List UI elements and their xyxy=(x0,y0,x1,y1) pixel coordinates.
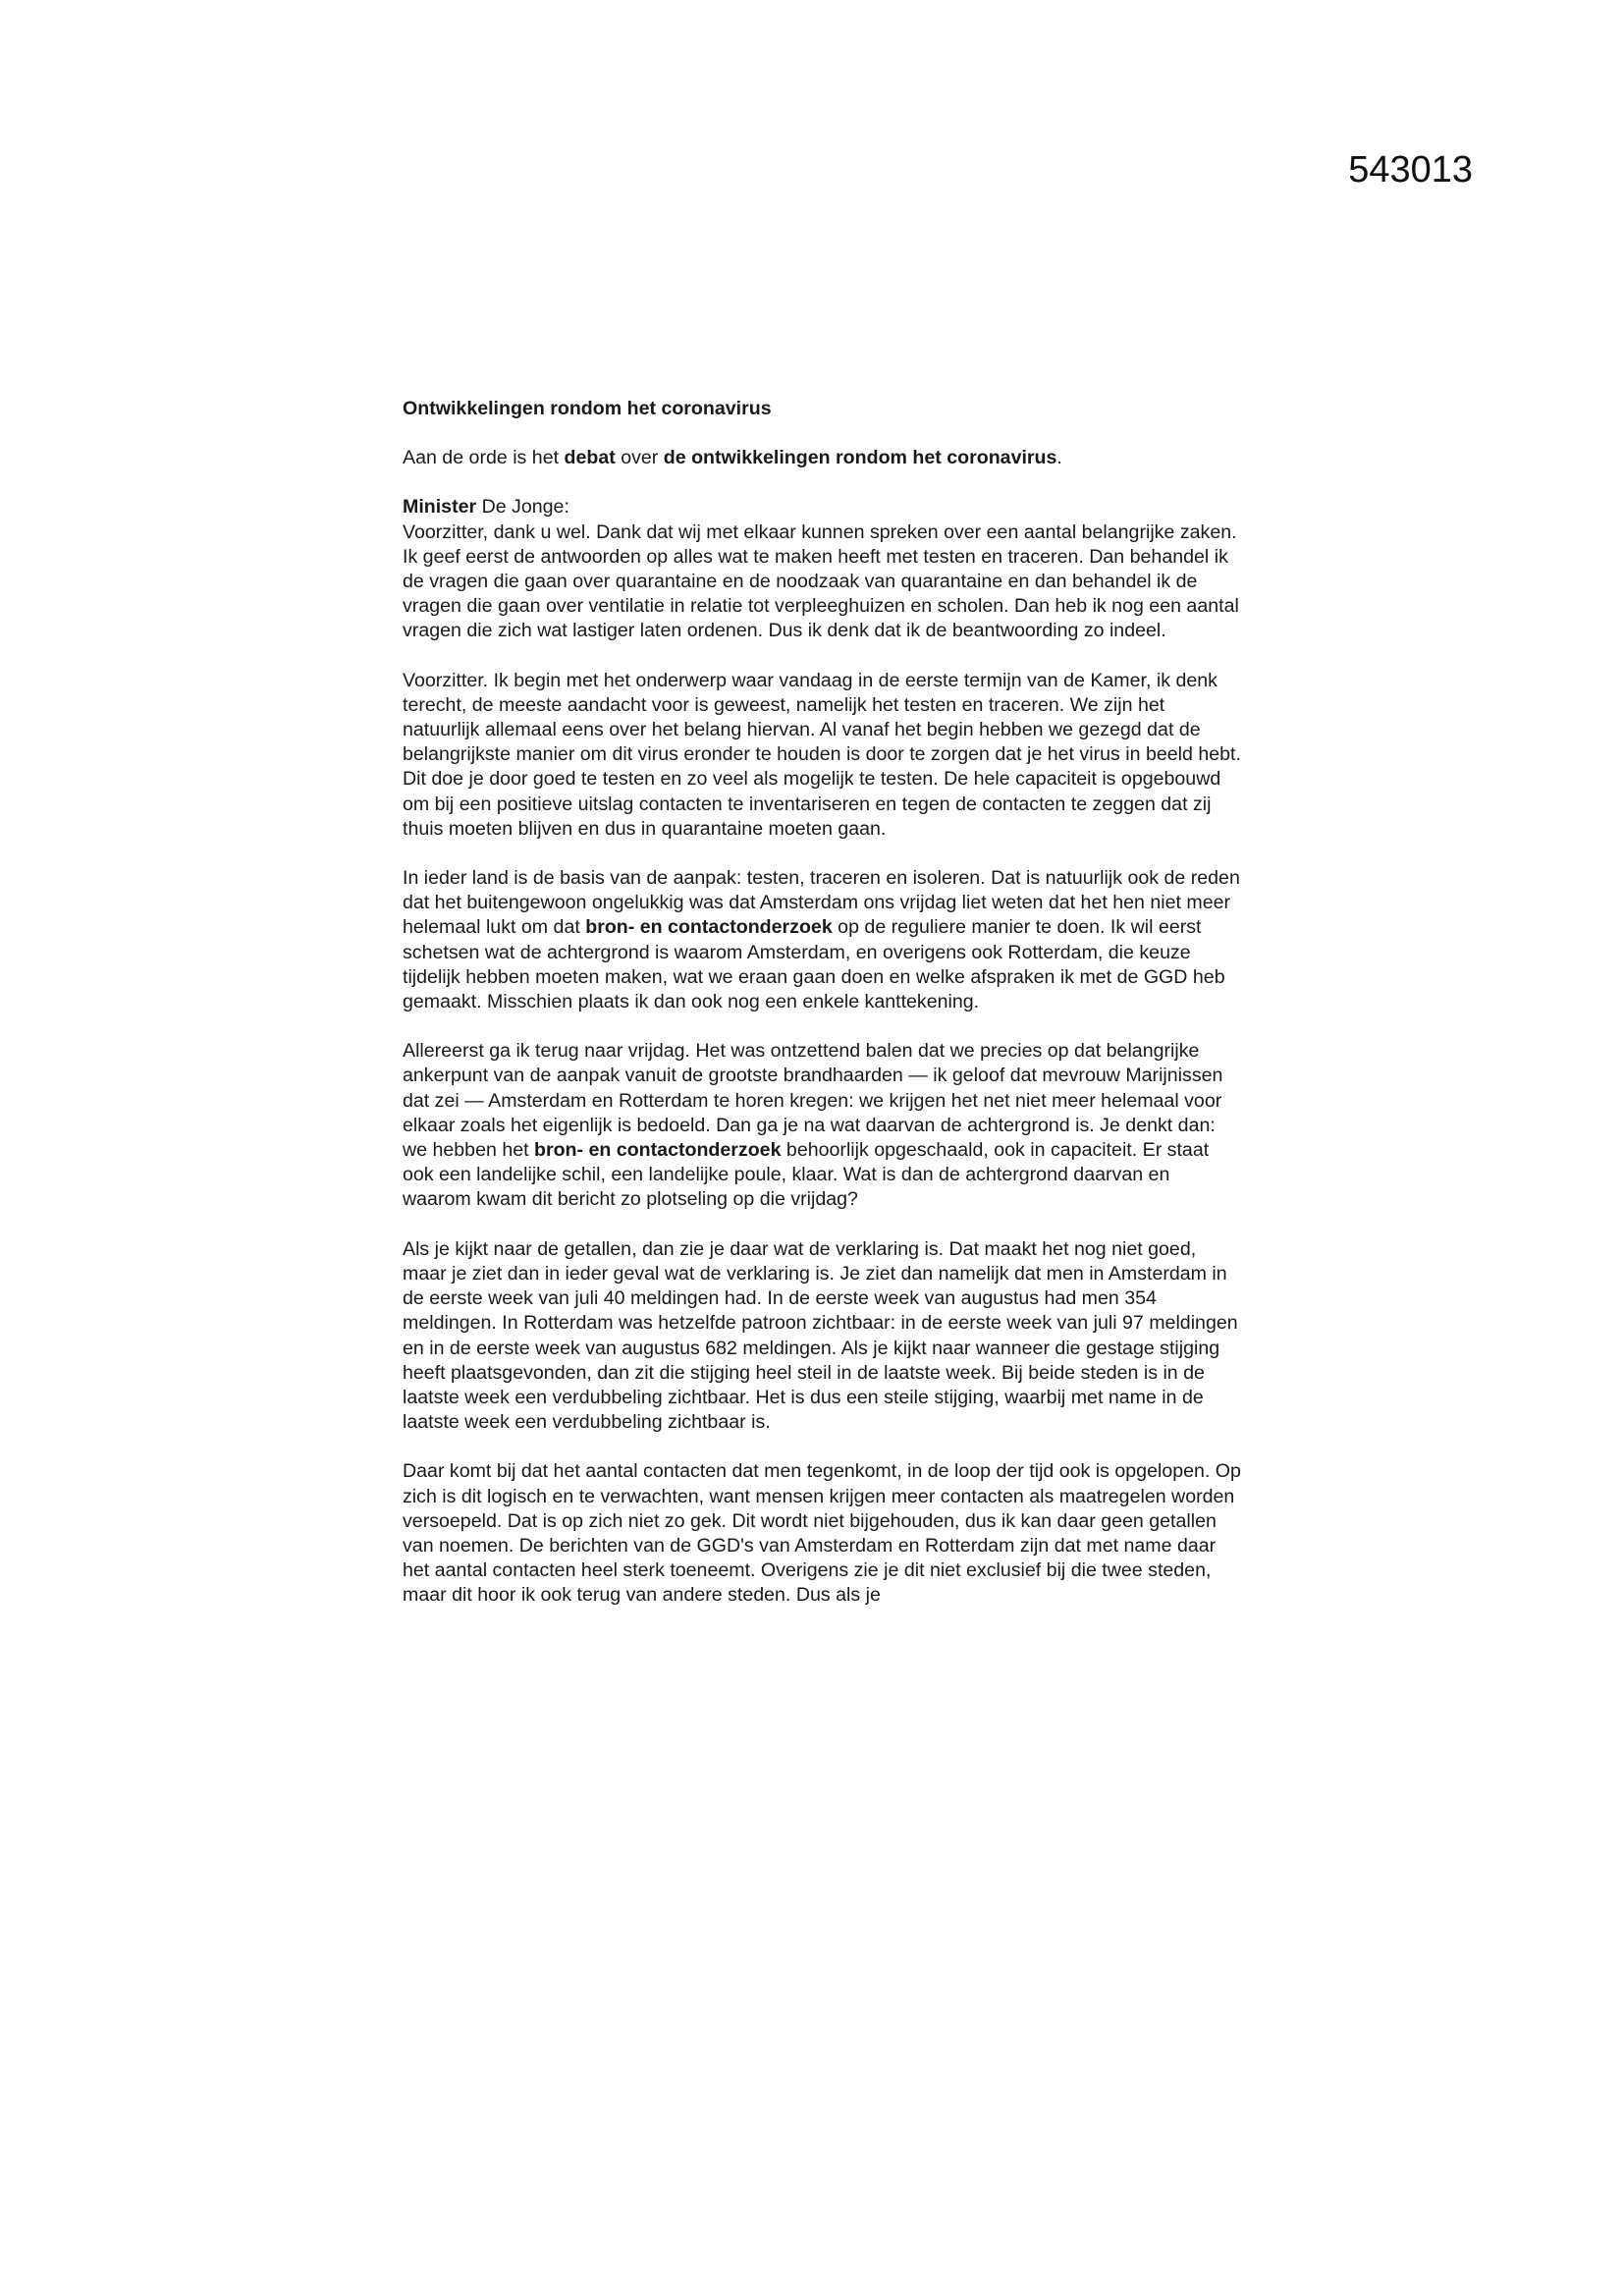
intro-text-3: . xyxy=(1056,447,1062,469)
intro-bold-debat: debat xyxy=(564,447,616,469)
paragraph-3-bold: bron- en contactonderzoek xyxy=(585,916,833,939)
intro-paragraph xyxy=(403,446,1242,470)
paragraph-4-bold: bron- en contactonderzoek xyxy=(534,1139,782,1162)
document-number: 543013 xyxy=(1348,149,1473,191)
speaker-role: Minister xyxy=(403,496,477,519)
paragraph-4 xyxy=(403,1039,1242,1212)
paragraph-4-text-a: Allereerst ga ik terug naar vrijdag. Het was ontzettend balen dat we precies op dat belangrijke ankerpunt van de aanpak vanuit de grootste brandhaarden — ik geloof dat mevrouw Marijnissen dat zei — Amsterdam en Rotterdam te horen kregen: we krijgen het net niet meer helemaal voor elkaar zoals het eigenlijk is bedoeld. Dan ga je na wat daarvan de achtergrond is. Je denkt dan: we hebben het xyxy=(403,1040,1223,1162)
paragraph-6: Daar komt bij dat het aantal contacten dat men tegenkomt, in de loop der tijd ook is opgelopen. Op zich is dit logisch en te verwachten, want mensen krijgen meer contacten als maatregelen worden versoepeld. Dat is op zich niet zo gek. Dit wordt niet bijgehouden, dus ik kan daar geen getallen van noemen. De berichten van de GGD's van Amsterdam en Rotterdam zijn dat met name daar het aantal contacten heel sterk toeneemt. Overigens zie je dit niet exclusief bij die twee steden, maar dit hoor ik ook terug van andere steden. Dus als je xyxy=(403,1460,1241,1607)
paragraph-3 xyxy=(403,866,1242,1014)
intro-text-2: over xyxy=(615,447,664,469)
paragraph-5: Als je kijkt naar de getallen, dan zie je daar wat de verklaring is. Dat maakt het nog niet goed, maar je ziet dan in ieder geval wat de verklaring is. Je ziet dan namelijk dat men in Amsterdam in de eerste week van juli 40 meldingen had. In de eerste week van augustus had men 354 meldingen. In Rotterdam was hetzelfde patroon zichtbaar: in de eerste week van juli 97 meldingen en in de eerste week van augustus 682 meldingen. Als je kijkt naar wanneer die gestage stijging heeft plaatsgevonden, dan zit die stijging heel steil in de laatste week. Bij beide steden is in de laatste week een verdubbeling zichtbaar. Het is dus een steile stijging, waarbij met name in de laatste week een verdubbeling zichtbaar is. xyxy=(403,1237,1238,1434)
paragraph-3-text-a: In ieder land is de basis van de aanpak: testen, traceren en isoleren. Dat is natuurlijk ook de reden dat het buitengewoon ongelukkig was dat Amsterdam ons vrijdag liet weten dat het hen niet meer helemaal lukt om dat xyxy=(403,867,1240,939)
paragraph-1: Voorzitter, dank u wel. Dank dat wij met elkaar kunnen spreken over een aantal belangrijke zaken. Ik geef eerst de antwoorden op alles wat te maken heeft met testen en traceren. Dan behandel ik de vragen die gaan over quarantaine en de noodzaak van quarantaine en dan behandel ik de vragen die gaan over ventilatie in relatie tot verpleeghuizen en scholen. Dan heb ik nog een aantal vragen die zich wat lastiger laten ordenen. Dus ik denk dat ik de beantwoording zo indeel. xyxy=(403,520,1239,642)
document-body xyxy=(403,397,1242,1633)
paragraph-4-text-b: behoorlijk opgeschaald, ook in capaciteit. Er staat ook een landelijke schil, een landelijke poule, klaar. Wat is dan de achtergrond daarvan en waarom kwam dit bericht zo plotseling op die vrijdag? xyxy=(403,1139,1210,1211)
intro-bold-topic: de ontwikkelingen rondom het coronavirus xyxy=(663,447,1057,469)
speaker-name: De Jonge: xyxy=(476,496,569,519)
document-title: Ontwikkelingen rondom het coronavirus xyxy=(403,398,772,419)
speaker-line xyxy=(403,495,1242,519)
paragraph-3-text-b: op de reguliere manier te doen. Ik wil eerst schetsen wat de achtergrond is waarom Amsterdam, en overigens ook Rotterdam, die keuze tijdelijk hebben moeten maken, wat we eraan gaan doen en welke afspraken ik met de GGD heb gemaakt. Misschien plaats ik dan ook nog een enkele kanttekening. xyxy=(403,916,1225,1013)
paragraph-2: Voorzitter. Ik begin met het onderwerp waar vandaag in de eerste termijn van de Kamer, ik denk terecht, de meeste aandacht voor is geweest, namelijk het testen en traceren. We zijn het natuurlijk allemaal eens over het belang hiervan. Al vanaf het begin hebben we gezegd dat de belangrijkste manier om dit virus eronder te houden is door te zorgen dat je het virus in beeld hebt. Dit doe je door goed te testen en zo veel als mogelijk te testen. De hele capaciteit is opgebouwd om bij een positieve uitslag contacten te inventariseren en tegen de contacten te zeggen dat zij thuis moeten blijven en dus in quarantaine moeten gaan. xyxy=(403,669,1241,840)
intro-text-1: Aan de orde is het xyxy=(403,447,565,469)
